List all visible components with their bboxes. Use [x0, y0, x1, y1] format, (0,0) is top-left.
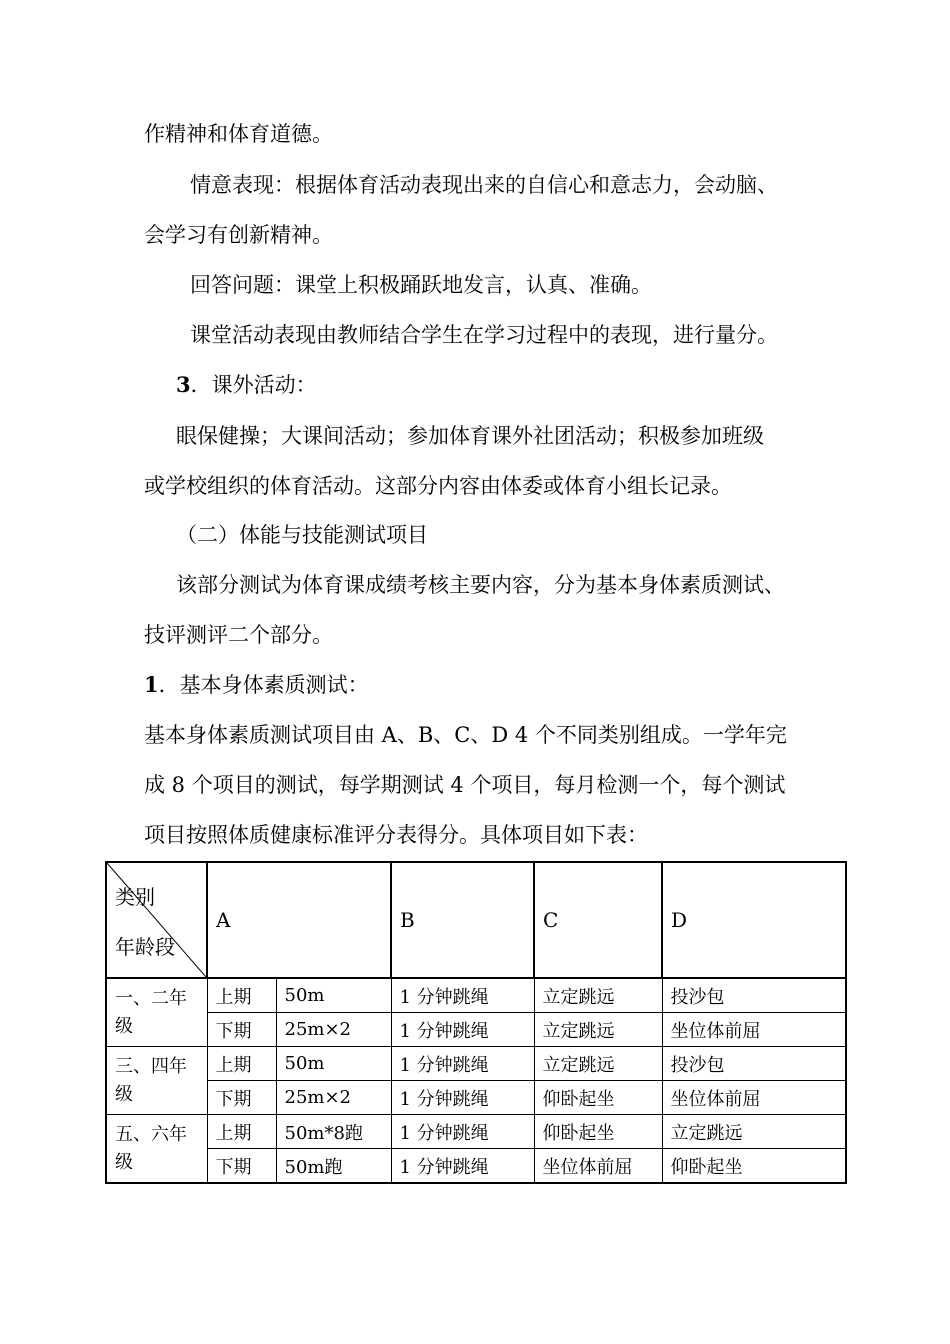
item-b-cell: 1 分钟跳绳: [391, 1013, 534, 1047]
paragraph-line: 课堂活动表现由教师结合学生在学习过程中的表现，进行量分。: [190, 323, 778, 347]
item-b-cell: 1 分钟跳绳: [391, 978, 534, 1013]
item-a-cell: 50m跑: [276, 1149, 391, 1184]
column-header-b: B: [391, 862, 534, 978]
item-c-cell: 立定跳远: [534, 1013, 662, 1047]
grade-cell: 三、四年级: [106, 1047, 207, 1115]
item-a-cell: 50m*8跑: [276, 1115, 391, 1149]
grade-cell: 五、六年级: [106, 1115, 207, 1184]
item-b-cell: 1 分钟跳绳: [391, 1047, 534, 1081]
table-header-row: [106, 862, 846, 978]
grade-cell: 一、二年级: [106, 978, 207, 1047]
item-c-cell: 仰卧起坐: [534, 1115, 662, 1149]
paragraph-line: 眼保健操；大课间活动；参加体育课外社团活动；积极参加班级: [176, 424, 764, 448]
item-b-cell: 1 分钟跳绳: [391, 1081, 534, 1115]
item-d-cell: 坐位体前屈: [662, 1013, 846, 1047]
term-cell: 下期: [207, 1149, 276, 1184]
item-b-cell: 1 分钟跳绳: [391, 1149, 534, 1184]
paragraph-line: 回答问题：课堂上积极踊跃地发言，认真、准确。: [190, 273, 652, 297]
table-row: [106, 1149, 846, 1184]
section-heading-3: [176, 370, 317, 400]
item-d-cell: 立定跳远: [662, 1115, 846, 1149]
column-header-d: D: [662, 862, 846, 978]
table-row: [106, 978, 846, 1013]
paragraph-line: 成 8 个项目的测试，每学期测试 4 个项目，每月检测一个，每个测试: [144, 773, 786, 797]
table-row: [106, 1081, 846, 1115]
item-d-cell: 投沙包: [662, 1047, 846, 1081]
test-items-table: [105, 861, 847, 1184]
heading-text: ．基本身体素质测试：: [158, 673, 369, 697]
paragraph-line: 该部分测试为体育课成绩考核主要内容，分为基本身体素质测试、: [176, 573, 785, 597]
paragraph-line: 或学校组织的体育活动。这部分内容由体委或体育小组长记录。: [144, 474, 732, 498]
item-a-cell: 50m: [276, 1047, 391, 1081]
heading-text: ．课外活动：: [190, 373, 317, 397]
header-age-group: 年龄段: [115, 935, 175, 959]
item-c-cell: 立定跳远: [534, 978, 662, 1013]
term-cell: 下期: [207, 1081, 276, 1115]
item-c-cell: 立定跳远: [534, 1047, 662, 1081]
paragraph-line: 项目按照体质健康标准评分表得分。具体项目如下表：: [144, 823, 648, 847]
paragraph-line: 技评测评二个部分。: [144, 623, 333, 647]
diagonal-header-cell: [106, 862, 207, 978]
item-a-cell: 50m: [276, 978, 391, 1013]
term-cell: 下期: [207, 1013, 276, 1047]
paragraph-line: 情意表现：根据体育活动表现出来的自信心和意志力，会动脑、: [190, 173, 778, 197]
heading-number: 1: [144, 672, 159, 697]
paragraph-line: 作精神和体育道德。: [144, 122, 333, 146]
table-row: [106, 1047, 846, 1081]
column-header-c: C: [534, 862, 662, 978]
subsection-heading: （二）体能与技能测试项目: [176, 523, 428, 547]
item-d-cell: 投沙包: [662, 978, 846, 1013]
column-header-a: A: [207, 862, 391, 978]
item-b-cell: 1 分钟跳绳: [391, 1115, 534, 1149]
item-c-cell: 坐位体前屈: [534, 1149, 662, 1184]
term-cell: 上期: [207, 1115, 276, 1149]
heading-number: 3: [176, 372, 191, 397]
item-a-cell: 25m×2: [276, 1013, 391, 1047]
term-cell: 上期: [207, 1047, 276, 1081]
paragraph-line: 基本身体素质测试项目由 A、B、C、D 4 个不同类别组成。一学年完: [144, 723, 787, 747]
term-cell: 上期: [207, 978, 276, 1013]
item-c-cell: 仰卧起坐: [534, 1081, 662, 1115]
item-d-cell: 仰卧起坐: [662, 1149, 846, 1184]
item-d-cell: 坐位体前屈: [662, 1081, 846, 1115]
paragraph-line: 会学习有创新精神。: [144, 223, 333, 247]
table-row: [106, 1115, 846, 1149]
table-row: [106, 1013, 846, 1047]
item-a-cell: 25m×2: [276, 1081, 391, 1115]
section-heading-1: [144, 670, 369, 700]
header-category: 类别: [115, 885, 155, 909]
